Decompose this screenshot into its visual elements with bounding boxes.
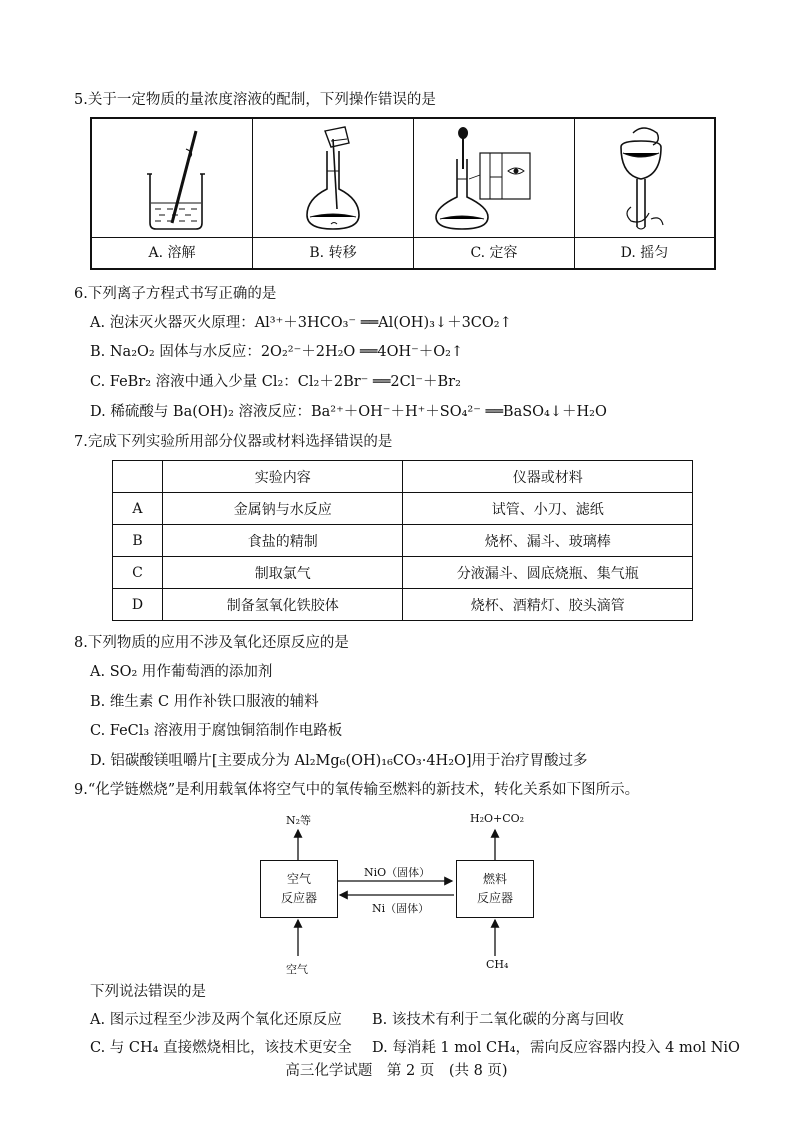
q6-option-a: A. 泡沫灭火器灭火原理：Al³⁺＋3HCO₃⁻ ══Al(OH)₃↓＋3CO₂↑	[90, 315, 512, 331]
q7-table	[112, 460, 693, 621]
table-cell: 制备氢氧化铁胶体	[162, 589, 403, 621]
air-reactor-label-2: 反应器	[280, 891, 317, 905]
ni-arrow-label: Ni（固体）	[372, 902, 430, 915]
q5-caption-d: D. 摇匀	[575, 237, 714, 269]
table-header-row	[113, 461, 693, 493]
q9-stem: 9.“化学链燃烧”是利用载氧体将空气中的氧传输至燃料的新技术，转化关系如下图所示。	[74, 782, 640, 798]
q8-stem: 8.下列物质的应用不涉及氧化还原反应的是	[74, 635, 349, 651]
h2o-co2-output-label: H₂O+CO₂	[470, 812, 525, 825]
table-header-cell	[113, 461, 163, 493]
volumetric-flask-transfer-icon	[253, 119, 413, 237]
fuel-reactor-label-1: 燃料	[482, 872, 507, 886]
q5-caption-b: B. 转移	[253, 237, 413, 269]
q5-caption-a: A. 溶解	[92, 237, 252, 269]
q9-prompt: 下列说法错误的是	[90, 984, 206, 1000]
fuel-reactor-box	[456, 860, 534, 918]
table-cell: 金属钠与水反应	[162, 493, 403, 525]
table-row	[113, 493, 693, 525]
q8-option-a: A. SO₂ 用作葡萄酒的添加剂	[90, 664, 273, 680]
q7-stem: 7.完成下列实验所用部分仪器或材料选择错误的是	[74, 434, 393, 450]
air-input-label: 空气	[286, 963, 308, 976]
q6-stem: 6.下列离子方程式书写正确的是	[74, 286, 277, 302]
table-cell: 食盐的精制	[162, 525, 403, 557]
table-cell: B	[113, 525, 163, 557]
table-header-cell: 实验内容	[162, 461, 403, 493]
dropper-flask-eye-icon	[414, 119, 574, 237]
q6-option-d: D. 稀硫酸与 Ba(OH)₂ 溶液反应：Ba²⁺＋OH⁻＋H⁺＋SO₄²⁻ ══BaSO₄↓＋H₂O	[90, 404, 607, 420]
nio-arrow-label: NiO（固体）	[364, 866, 431, 879]
table-cell: C	[113, 557, 163, 589]
q5-stem: 5.关于一定物质的量浓度溶液的配制，下列操作错误的是	[74, 92, 436, 108]
air-reactor-label-1: 空气	[286, 872, 311, 886]
ch4-input-label: CH₄	[486, 958, 509, 971]
chemical-looping-diagram	[240, 808, 560, 980]
q9-option-a: A. 图示过程至少涉及两个氧化还原反应	[90, 1012, 342, 1028]
q5-cell-c	[414, 119, 575, 268]
table-row	[113, 525, 693, 557]
n2-output-label: N₂等	[286, 814, 312, 827]
q5-figure-table	[90, 117, 716, 270]
q5-cell-b	[253, 119, 414, 268]
q5-cell-d	[575, 119, 714, 268]
fuel-reactor-label-2: 反应器	[476, 891, 513, 905]
q9-option-b: B. 该技术有利于二氧化碳的分离与回收	[372, 1012, 624, 1028]
air-reactor-box	[260, 860, 338, 918]
table-row	[113, 557, 693, 589]
table-cell: 烧杯、酒精灯、胶头滴管	[403, 589, 693, 621]
table-cell: 制取氯气	[162, 557, 403, 589]
flask-inversion-hands-icon	[575, 119, 714, 237]
table-cell: 烧杯、漏斗、玻璃棒	[403, 525, 693, 557]
table-cell: A	[113, 493, 163, 525]
q9-option-d: D. 每消耗 1 mol CH₄，需向反应容器内投入 4 mol NiO	[372, 1040, 740, 1056]
q8-option-c: C. FeCl₃ 溶液用于腐蚀铜箔制作电路板	[90, 723, 343, 739]
q6-option-c: C. FeBr₂ 溶液中通入少量 Cl₂：Cl₂＋2Br⁻ ══2Cl⁻＋Br₂	[90, 374, 461, 390]
q9-option-c: C. 与 CH₄ 直接燃烧相比，该技术更安全	[90, 1040, 352, 1056]
q6-option-b: B. Na₂O₂ 固体与水反应：2O₂²⁻＋2H₂O ══4OH⁻＋O₂↑	[90, 344, 464, 360]
q8-option-b: B. 维生素 C 用作补铁口服液的辅料	[90, 694, 319, 710]
q5-cell-a	[92, 119, 253, 268]
table-header-cell: 仪器或材料	[403, 461, 693, 493]
q5-caption-c: C. 定容	[414, 237, 574, 269]
beaker-stirring-icon	[92, 119, 252, 237]
q8-option-d: D. 铝碳酸镁咀嚼片[主要成分为 Al₂Mg₆(OH)₁₆CO₃·4H₂O]用于治疗胃酸过多	[90, 753, 588, 769]
table-cell: 试管、小刀、滤纸	[403, 493, 693, 525]
table-cell: 分液漏斗、圆底烧瓶、集气瓶	[403, 557, 693, 589]
table-cell: D	[113, 589, 163, 621]
table-row	[113, 589, 693, 621]
page-footer: 高三化学试题 第 2 页 (共 8 页)	[285, 1063, 508, 1079]
